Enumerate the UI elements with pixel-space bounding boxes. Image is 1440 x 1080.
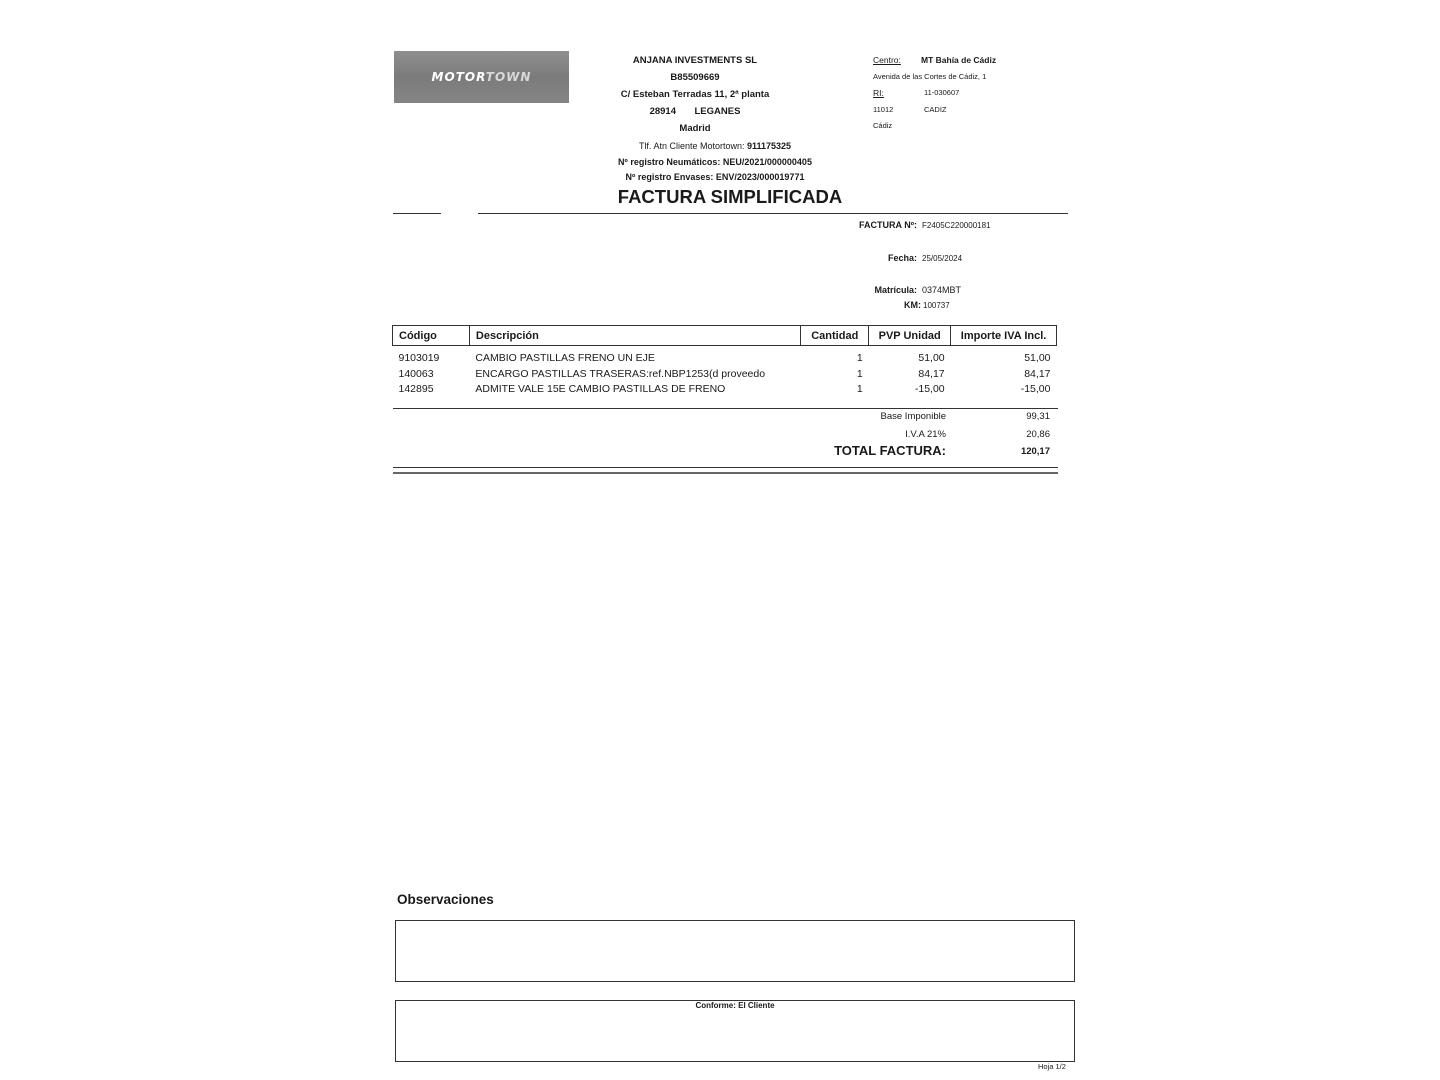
- page-number: Hoja 1/2: [1038, 1062, 1066, 1071]
- column-header-code: Código: [393, 326, 470, 346]
- row-code: 142895: [398, 383, 434, 396]
- base-value: 99,31: [1026, 411, 1050, 422]
- items-header-row: [393, 326, 1057, 346]
- company-postal-city: [590, 103, 800, 120]
- title-divider-left: [393, 213, 441, 214]
- table-row: [393, 382, 1057, 398]
- row-quantity: 1: [856, 367, 863, 380]
- invoice-plate: 0374MBT: [922, 285, 962, 295]
- invoice-plate-label: Matrícula:: [874, 285, 917, 295]
- invoice-number-line: [790, 220, 991, 230]
- row-description: ADMITE VALE 15E CAMBIO PASTILLAS DE FRENO: [475, 383, 726, 396]
- row-unit-price: 51,00: [918, 352, 945, 365]
- row-unit-price: -15,00: [914, 383, 945, 396]
- column-header-quantity: Cantidad: [801, 326, 869, 346]
- observations-box: [395, 920, 1075, 982]
- logo-text-motor: MOTOR: [431, 70, 486, 84]
- table-row: [393, 366, 1057, 382]
- tyre-registration: [580, 155, 850, 171]
- total-label: TOTAL FACTURA:: [834, 443, 946, 458]
- column-header-description: Descripción: [469, 326, 800, 346]
- registration-info: [580, 139, 850, 186]
- centro-name: MT Bahía de Cádiz: [921, 55, 997, 65]
- row-quantity: 1: [856, 383, 863, 396]
- centro-city-upper: CADIZ: [924, 104, 947, 114]
- iva-value: 20,86: [1026, 429, 1050, 440]
- company-province: Madrid: [679, 123, 711, 134]
- company-name: ANJANA INVESTMENTS SL: [632, 55, 758, 66]
- packaging-registration: [580, 170, 850, 186]
- items-table: [392, 325, 1057, 397]
- table-row: [393, 351, 1057, 367]
- base-label: Base Imponible: [880, 411, 946, 422]
- phone-number: 911175325: [747, 141, 792, 151]
- invoice-number-label: FACTURA Nº:: [859, 220, 917, 230]
- row-unit-price: 84,17: [918, 367, 945, 380]
- invoice-date-line: [790, 253, 962, 263]
- observations-title: Observaciones: [397, 892, 494, 907]
- motortown-logo: [394, 51, 569, 103]
- title-divider-right: [478, 213, 1068, 214]
- phone-label: Tlf. Atn Cliente Motortown:: [638, 141, 745, 151]
- invoice-km-label: KM:: [904, 300, 921, 310]
- total-value: 120,17: [1020, 446, 1050, 457]
- page-title: FACTURA SIMPLIFICADA: [617, 186, 843, 207]
- invoice-date: 25/05/2024: [922, 254, 963, 263]
- row-amount: -15,00: [1020, 383, 1051, 396]
- company-cif: B85509669: [670, 72, 720, 83]
- row-amount: 84,17: [1024, 367, 1051, 380]
- row-code: 9103019: [398, 352, 440, 365]
- centro-city: Cádiz: [873, 121, 893, 130]
- centro-info: [873, 52, 1073, 135]
- row-quantity: 1: [856, 352, 863, 365]
- phone-line: [580, 139, 850, 155]
- invoice-km: 100737: [923, 301, 950, 310]
- packaging-registration-number: ENV/2023/000019771: [715, 172, 805, 182]
- row-description: CAMBIO PASTILLAS FRENO UN EJE: [475, 352, 655, 365]
- totals-bottom-divider-1: [393, 467, 1058, 468]
- iva-label: I.V.A 21%: [905, 429, 946, 440]
- company-street: C/ Esteban Terradas 11, 2ª planta: [620, 89, 770, 100]
- centro-label: Centro:: [873, 55, 901, 65]
- tyre-registration-label: Nº registro Neumáticos:: [618, 156, 721, 167]
- invoice-number: F2405C220000181: [922, 221, 991, 230]
- row-code: 140063: [398, 367, 434, 380]
- invoice-date-label: Fecha:: [887, 253, 917, 263]
- invoice-plate-line: [790, 285, 961, 295]
- items-bottom-divider: [393, 408, 1058, 409]
- company-city: LEGANES: [694, 106, 741, 117]
- company-postal-code: 28914: [649, 106, 676, 117]
- column-header-amount: Importe IVA Incl.: [951, 326, 1057, 346]
- totals-bottom-divider-2: [393, 472, 1058, 474]
- row-description: ENCARGO PASTILLAS TRASERAS:ref.NBP1253(d proveedo: [475, 367, 766, 380]
- centro-ri: 11-030607: [924, 88, 960, 97]
- company-info: [590, 52, 800, 137]
- row-amount: 51,00: [1024, 352, 1051, 365]
- invoice-km-line: [790, 300, 950, 310]
- centro-address: Avenida de las Cortes de Cádiz, 1: [873, 71, 987, 81]
- column-header-unit-price: PVP Unidad: [869, 326, 951, 346]
- centro-postal-code: 11012: [873, 104, 894, 114]
- signature-label: Conforme: El Cliente: [695, 1001, 775, 1010]
- packaging-registration-label: Nº registro Envases:: [625, 172, 714, 182]
- centro-ri-label: RI:: [873, 88, 884, 98]
- logo-text-town: TOWN: [485, 70, 532, 84]
- tyre-registration-number: NEU/2021/000000405: [722, 156, 812, 167]
